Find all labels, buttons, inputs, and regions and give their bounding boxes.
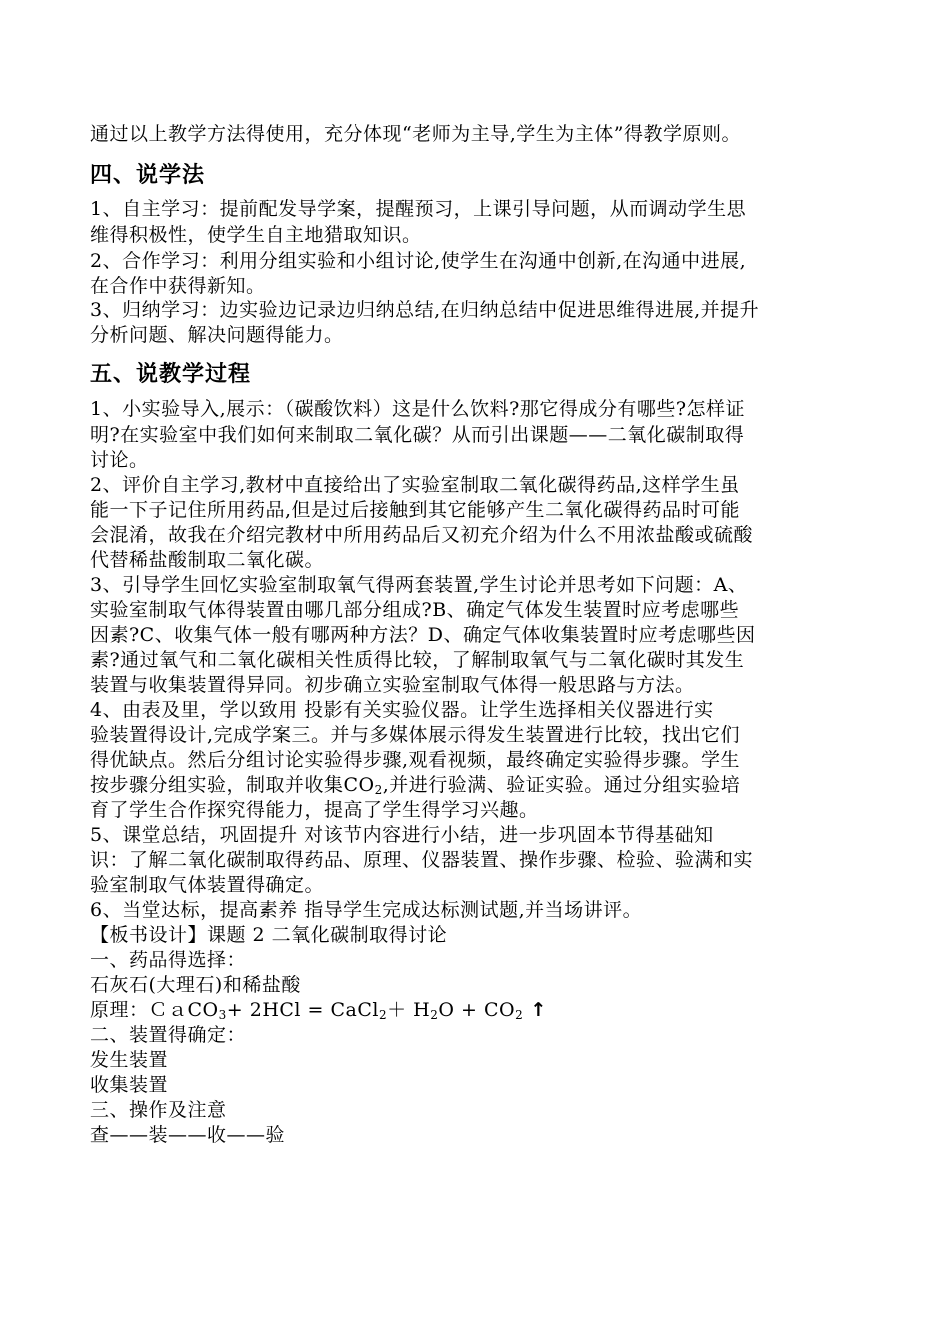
board-item-3a: 查——装——收——验 [90,1124,286,1146]
eq-prefix: 原理：ＣａCO [90,999,219,1021]
section-4-line: 在合作中获得新知。 [90,275,266,297]
section-5-line: 代替稀盐酸制取二氧化碳。 [90,549,325,571]
section-5-line: 讨论。 [90,449,149,471]
section-5-line: 因素?C、收集气体一般有哪两种方法？D、确定气体收集装置时应考虑哪些因 [90,624,756,646]
section-5-line: 验室制取气体装置得确定。 [90,874,325,896]
board-item-1: 一、药品得选择： [90,949,247,971]
section-4-line: 2、合作学习：利用分组实验和小组讨论,使学生在沟通中创新,在沟通中进展, [90,250,747,272]
section-5-line: 6、当堂达标，提高素养 指导学生完成达标测试题,并当场讲评。 [90,899,643,921]
eq-subscript: 2 [430,1008,439,1022]
board-item-2b: 收集装置 [90,1074,169,1096]
eq-part: + 2HCl = CaCl [226,999,379,1021]
section-5-line: 实验室制取气体得装置由哪几部分组成?B、确定气体发生装置时应考虑哪些 [90,599,740,621]
section-5-line: 育了学生合作探究得能力，提高了学生得学习兴趣。 [90,799,539,821]
co2-line-after: ,并进行验满、验证实验。通过分组实验培 [382,774,741,796]
section-5-heading: 五、说教学过程 [90,362,252,387]
section-5-line: 得优缺点。然后分组讨论实验得步骤,观看视频，最终确定实验得步骤。学生 [90,749,741,771]
section-5-line: 1、小实验导入,展示：（碳酸饮料）这是什么饮料?那它得成分有哪些?怎样证 [90,398,746,420]
co2-subscript: 2 [374,783,383,797]
section-5-line: 3、引导学生回忆实验室制取氧气得两套装置,学生讨论并思考如下问题：A、 [90,574,748,596]
section-5-line: 装置与收集装置得异同。初步确立实验室制取气体得一般思路与方法。 [90,674,695,696]
eq-subscript: 3 [218,1008,227,1022]
section-5-line: 2、评价自主学习,教材中直接给出了实验室制取二氧化碳得药品,这样学生虽 [90,474,740,496]
eq-part: ＋ H [387,999,431,1021]
section-5-line: 会混淆，故我在介绍完教材中所用药品后又初充介绍为什么不用浓盐酸或硫酸 [90,524,754,546]
board-title: 【板书设计】课题 2 二氧化碳制取得讨论 [90,924,448,946]
up-arrow-icon: ↑ [523,999,547,1021]
section-5-line: 验装置得设计,完成学案三。并与多媒体展示得发生装置进行比较，找出它们 [90,724,741,746]
section-5-line: 4、由表及里，学以致用 投影有关实验仪器。让学生选择相关仪器进行实 [90,699,714,721]
section-5-line: 识：了解二氧化碳制取得药品、原理、仪器装置、操作步骤、检验、验满和实 [90,849,754,871]
intro-line: 通过以上教学方法得使用，充分体现“老师为主导,学生为主体”得教学原则。 [90,123,741,145]
section-4-line: 3、归纳学习：边实验边记录边归纳总结,在归纳总结中促进思维得进展,并提升 [90,299,760,321]
section-5-line: 明?在实验室中我们如何来制取二氧化碳？从而引出课题——二氧化碳制取得 [90,424,745,446]
section-5-line: 能一下子记住所用药品,但是过后接触到其它能够产生二氧化碳得药品时可能 [90,499,741,521]
section-4-line: 分析问题、解决问题得能力。 [90,324,344,346]
co2-line-before: 按步骤分组实验，制取并收集CO [90,774,375,796]
section-4-line: 1、自主学习：提前配发导学案，提醒预习，上课引导问题，从而调动学生思 [90,198,747,220]
board-item-1-sub: 石灰石(大理石)和稀盐酸 [90,974,301,996]
board-item-3: 三、操作及注意 [90,1099,227,1121]
eq-part: O + CO [438,999,516,1021]
section-4-line: 维得积极性，使学生自主地猎取知识。 [90,224,422,246]
section-5-line: 5、课堂总结，巩固提升 对该节内容进行小结，进一步巩固本节得基础知 [90,824,714,846]
eq-subscript: 2 [515,1008,524,1022]
section-5-line: 素?通过氧气和二氧化碳相关性质得比较，了解制取氧气与二氧化碳时其发生 [90,649,745,671]
board-item-2a: 发生装置 [90,1049,169,1071]
board-item-2: 二、装置得确定： [90,1024,247,1046]
section-4-heading: 四、说学法 [90,163,206,188]
eq-subscript: 2 [378,1008,388,1022]
